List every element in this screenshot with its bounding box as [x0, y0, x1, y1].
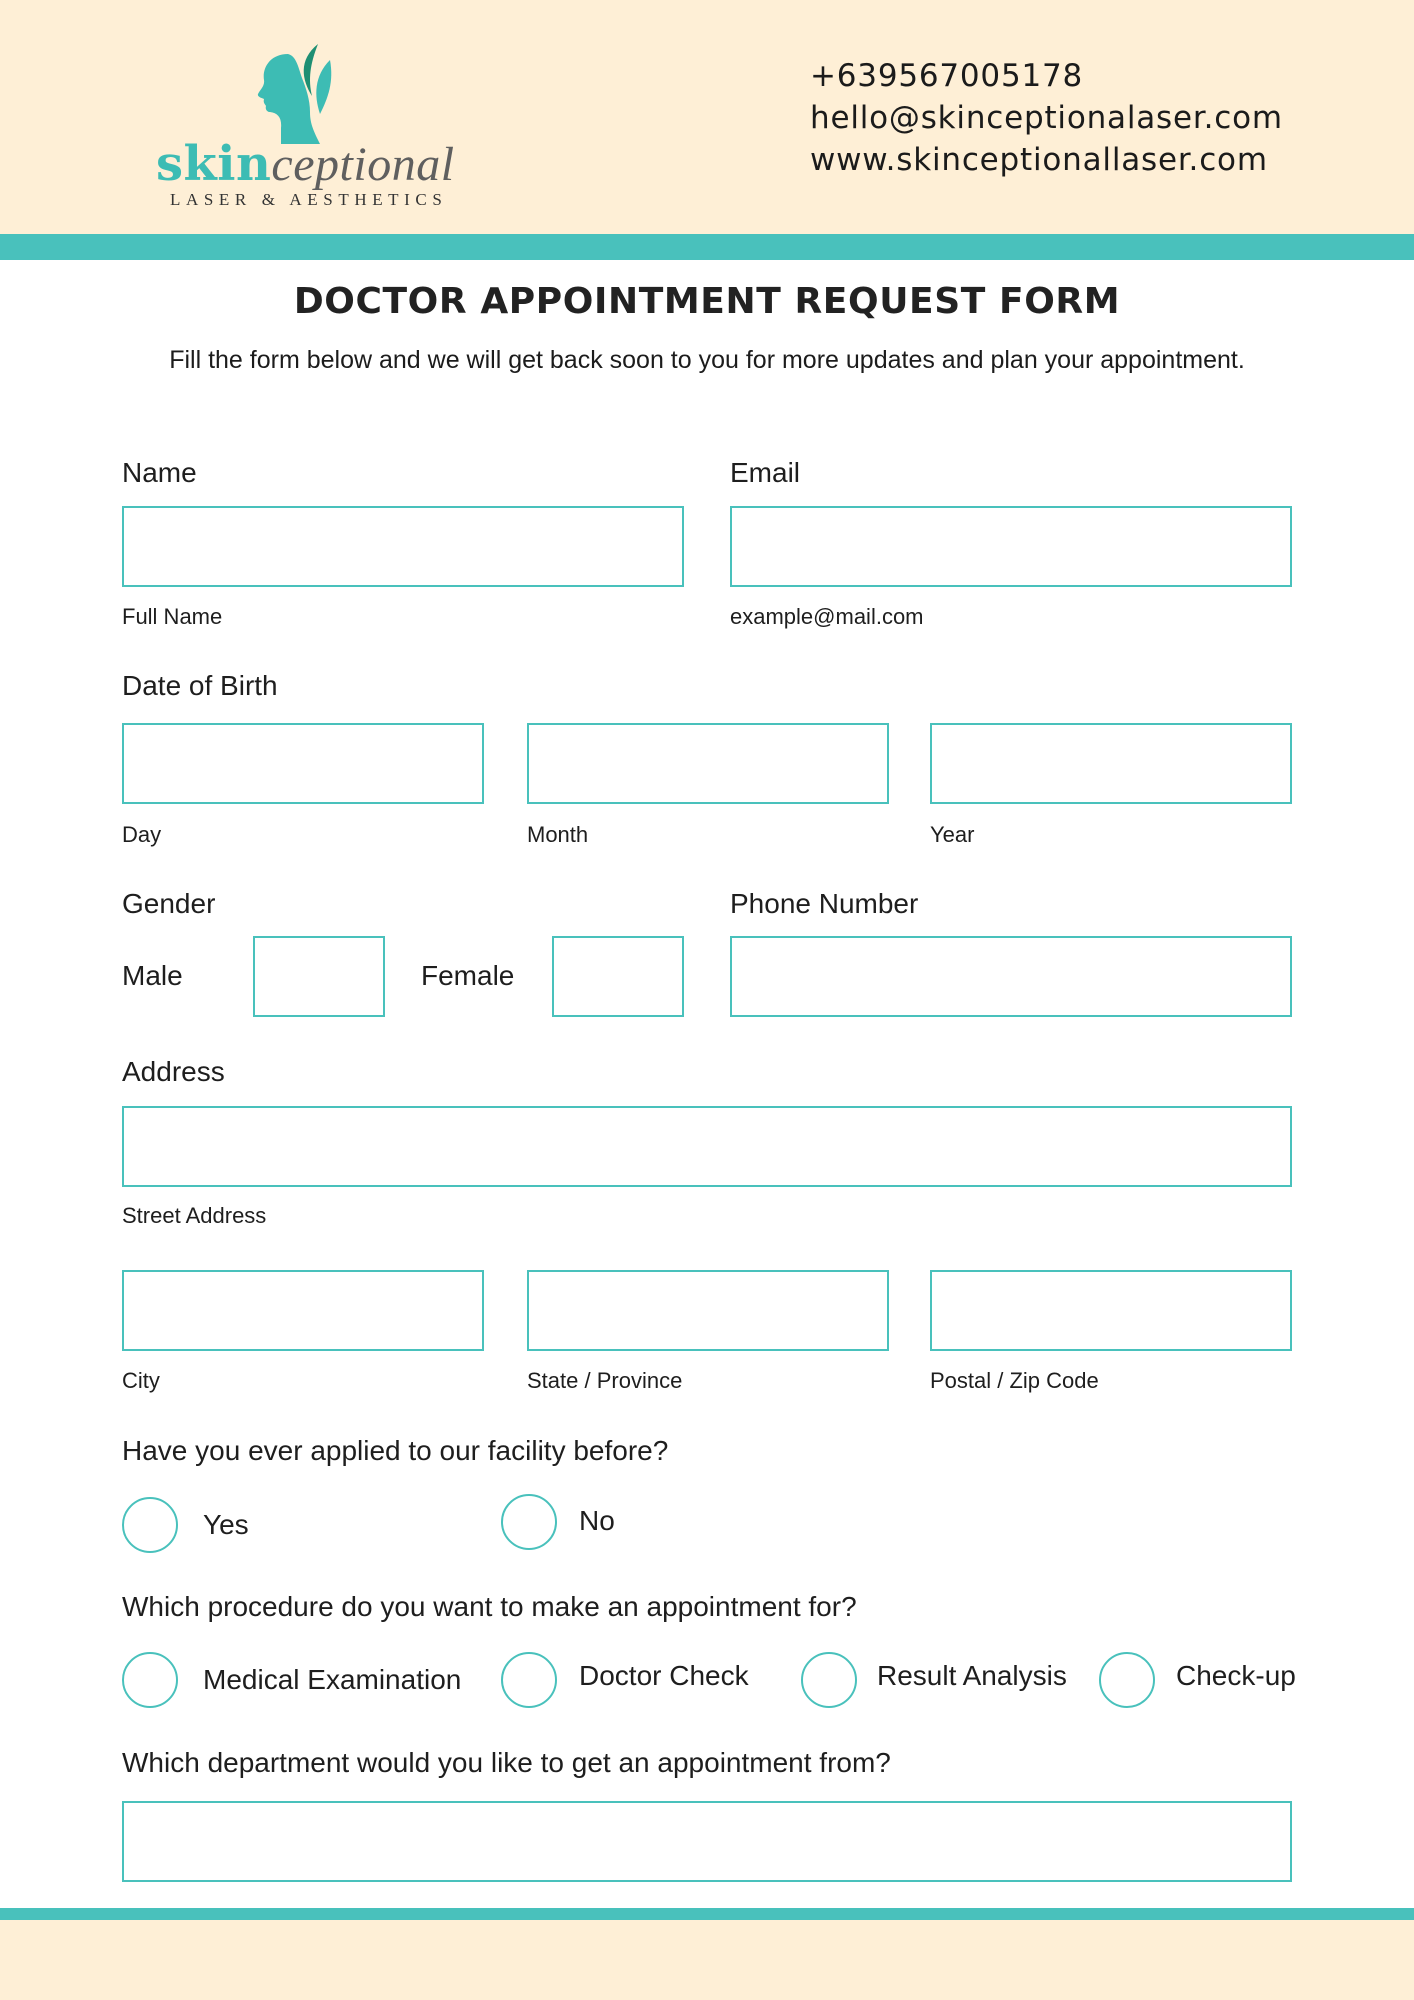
state-province-hint: State / Province [527, 1368, 683, 1393]
logo-wordmark-ceptional: ceptional [271, 138, 455, 191]
contact-website[interactable]: www.skinceptionallaser.com [810, 142, 1268, 178]
email-input[interactable] [730, 506, 1292, 587]
contact-phone[interactable]: +639567005178 [810, 58, 1084, 94]
form-title: DOCTOR APPOINTMENT REQUEST FORM [293, 281, 1121, 322]
dob-day-hint: Day [122, 822, 162, 847]
address-label: Address [122, 1056, 225, 1087]
applied-no-label: No [579, 1505, 615, 1536]
email-hint: example@mail.com [730, 604, 924, 629]
gender-female-label: Female [421, 960, 515, 991]
city-hint: City [122, 1368, 160, 1393]
dob-month-input[interactable] [527, 723, 889, 804]
dob-month-hint: Month [527, 822, 589, 847]
header-stripe [0, 234, 1414, 260]
dob-day-input[interactable] [122, 723, 484, 804]
procedure-result-analysis-radio[interactable] [801, 1652, 857, 1708]
procedure-doctor-check-label: Doctor Check [579, 1660, 749, 1691]
logo-wordmark-skin: skin [156, 136, 272, 192]
gender-male-label: Male [122, 960, 183, 991]
dob-year-input[interactable] [930, 723, 1292, 804]
email-label: Email [730, 457, 801, 488]
form-subtitle: Fill the form below and we will get back soon to you for more updates and plan your appointment. [169, 346, 1245, 374]
applied-before-question: Have you ever applied to our facility before? [122, 1435, 669, 1466]
footer-stripe [0, 1908, 1414, 1920]
procedure-medical-examination-radio[interactable] [122, 1652, 178, 1708]
procedure-question: Which procedure do you want to make an appointment for? [122, 1591, 857, 1622]
procedure-check-up-radio[interactable] [1099, 1652, 1155, 1708]
full-name-input[interactable] [122, 506, 684, 587]
full-name-hint: Full Name [122, 604, 223, 629]
postal-code-hint: Postal / Zip Code [930, 1368, 1099, 1393]
procedure-check-up-label: Check-up [1176, 1660, 1296, 1691]
postal-code-input[interactable] [930, 1270, 1292, 1351]
procedure-doctor-check-radio[interactable] [501, 1652, 557, 1708]
applied-yes-label: Yes [203, 1509, 249, 1540]
street-address-hint: Street Address [122, 1203, 267, 1228]
footer-band [0, 1920, 1414, 2000]
street-address-input[interactable] [122, 1106, 1292, 1187]
phone-number-input[interactable] [730, 936, 1292, 1017]
name-label: Name [122, 457, 197, 488]
department-question: Which department would you like to get an appointment from? [122, 1747, 891, 1778]
applied-yes-radio[interactable] [122, 1497, 178, 1553]
dob-year-hint: Year [930, 822, 975, 847]
dob-label: Date of Birth [122, 670, 278, 701]
city-input[interactable] [122, 1270, 484, 1351]
state-province-input[interactable] [527, 1270, 889, 1351]
contact-email[interactable]: hello@skinceptionalaser.com [810, 100, 1283, 136]
phone-label: Phone Number [730, 888, 919, 919]
gender-male-checkbox[interactable] [253, 936, 385, 1017]
face-silhouette-icon [248, 40, 338, 144]
procedure-medical-examination-label: Medical Examination [203, 1664, 462, 1695]
procedure-result-analysis-label: Result Analysis [877, 1660, 1067, 1691]
department-input[interactable] [122, 1801, 1292, 1882]
gender-label: Gender [122, 888, 216, 919]
logo-tagline: LASER & AESTHETICS [170, 190, 448, 209]
brand-logo [150, 40, 455, 215]
gender-female-checkbox[interactable] [552, 936, 684, 1017]
applied-no-radio[interactable] [501, 1494, 557, 1550]
logo-wordmark [156, 136, 455, 192]
